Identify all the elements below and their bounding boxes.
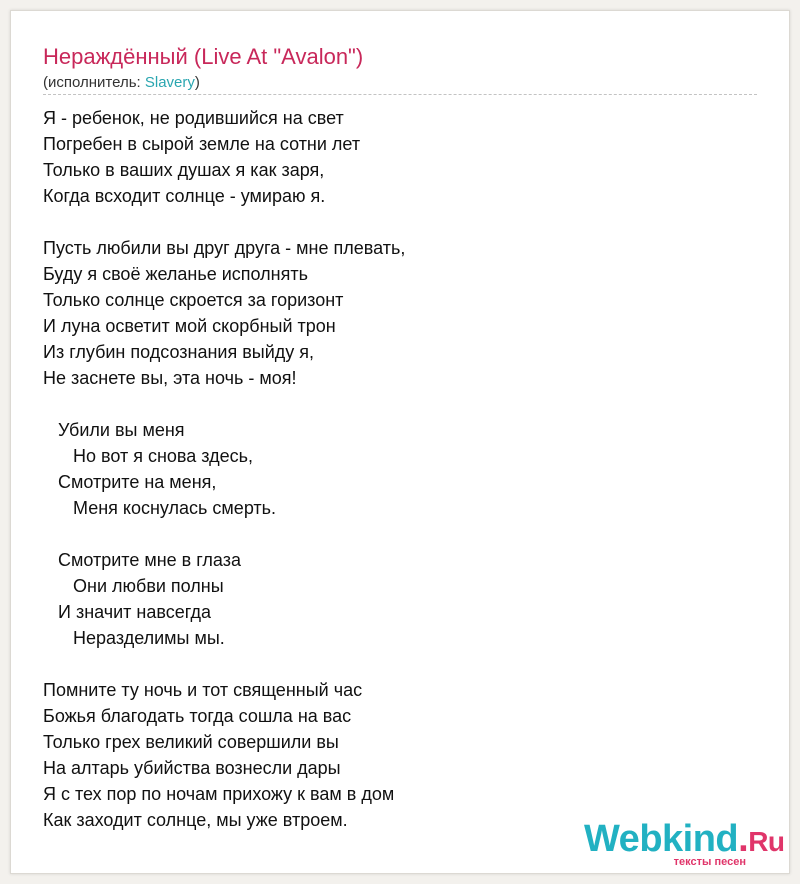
lyrics-text: Я - ребенок, не родившийся на свет Погребен в сырой земле на сотни лет Только в ваших душах я как заря, Когда всходит солнце - умираю я. Пусть любили вы друг друга - мне плевать, Буду я своё желанье исполнять Только солнце скроется за горизонт И луна осветит мой скорбный трон Из глубин подсознания выйду я, Не заснете вы, эта ночь - моя! Убили вы меня Но вот я снова здесь, Смотрите на меня, Меня коснулась смерть. Смотрите мне в глаза Они любви полны И значит навсегда Неразделимы мы. Помните ту ночь и тот священный час Божья благодать тогда сошла на вас Только грех великий совершили вы На алтарь убийства вознесли дары Я с тех пор по ночам прихожу к вам в дом Как заходит солнце, мы уже втроем. — [43, 108, 406, 830]
site-logo[interactable] — [584, 818, 784, 866]
logo-tld: Ru — [748, 826, 785, 857]
logo-tagline: тексты песен — [673, 856, 746, 868]
artist-suffix: ) — [194, 74, 200, 91]
artist-link[interactable]: Slavery — [144, 74, 195, 91]
artist-prefix: (исполнитель: — [43, 74, 145, 91]
logo-dot: . — [738, 818, 749, 860]
artist-line — [43, 74, 200, 91]
logo-brand: Webkind — [584, 818, 739, 860]
divider — [43, 94, 757, 95]
lyrics-card — [10, 10, 790, 874]
song-title: Нераждённый (Live At "Avalon") — [43, 44, 364, 69]
